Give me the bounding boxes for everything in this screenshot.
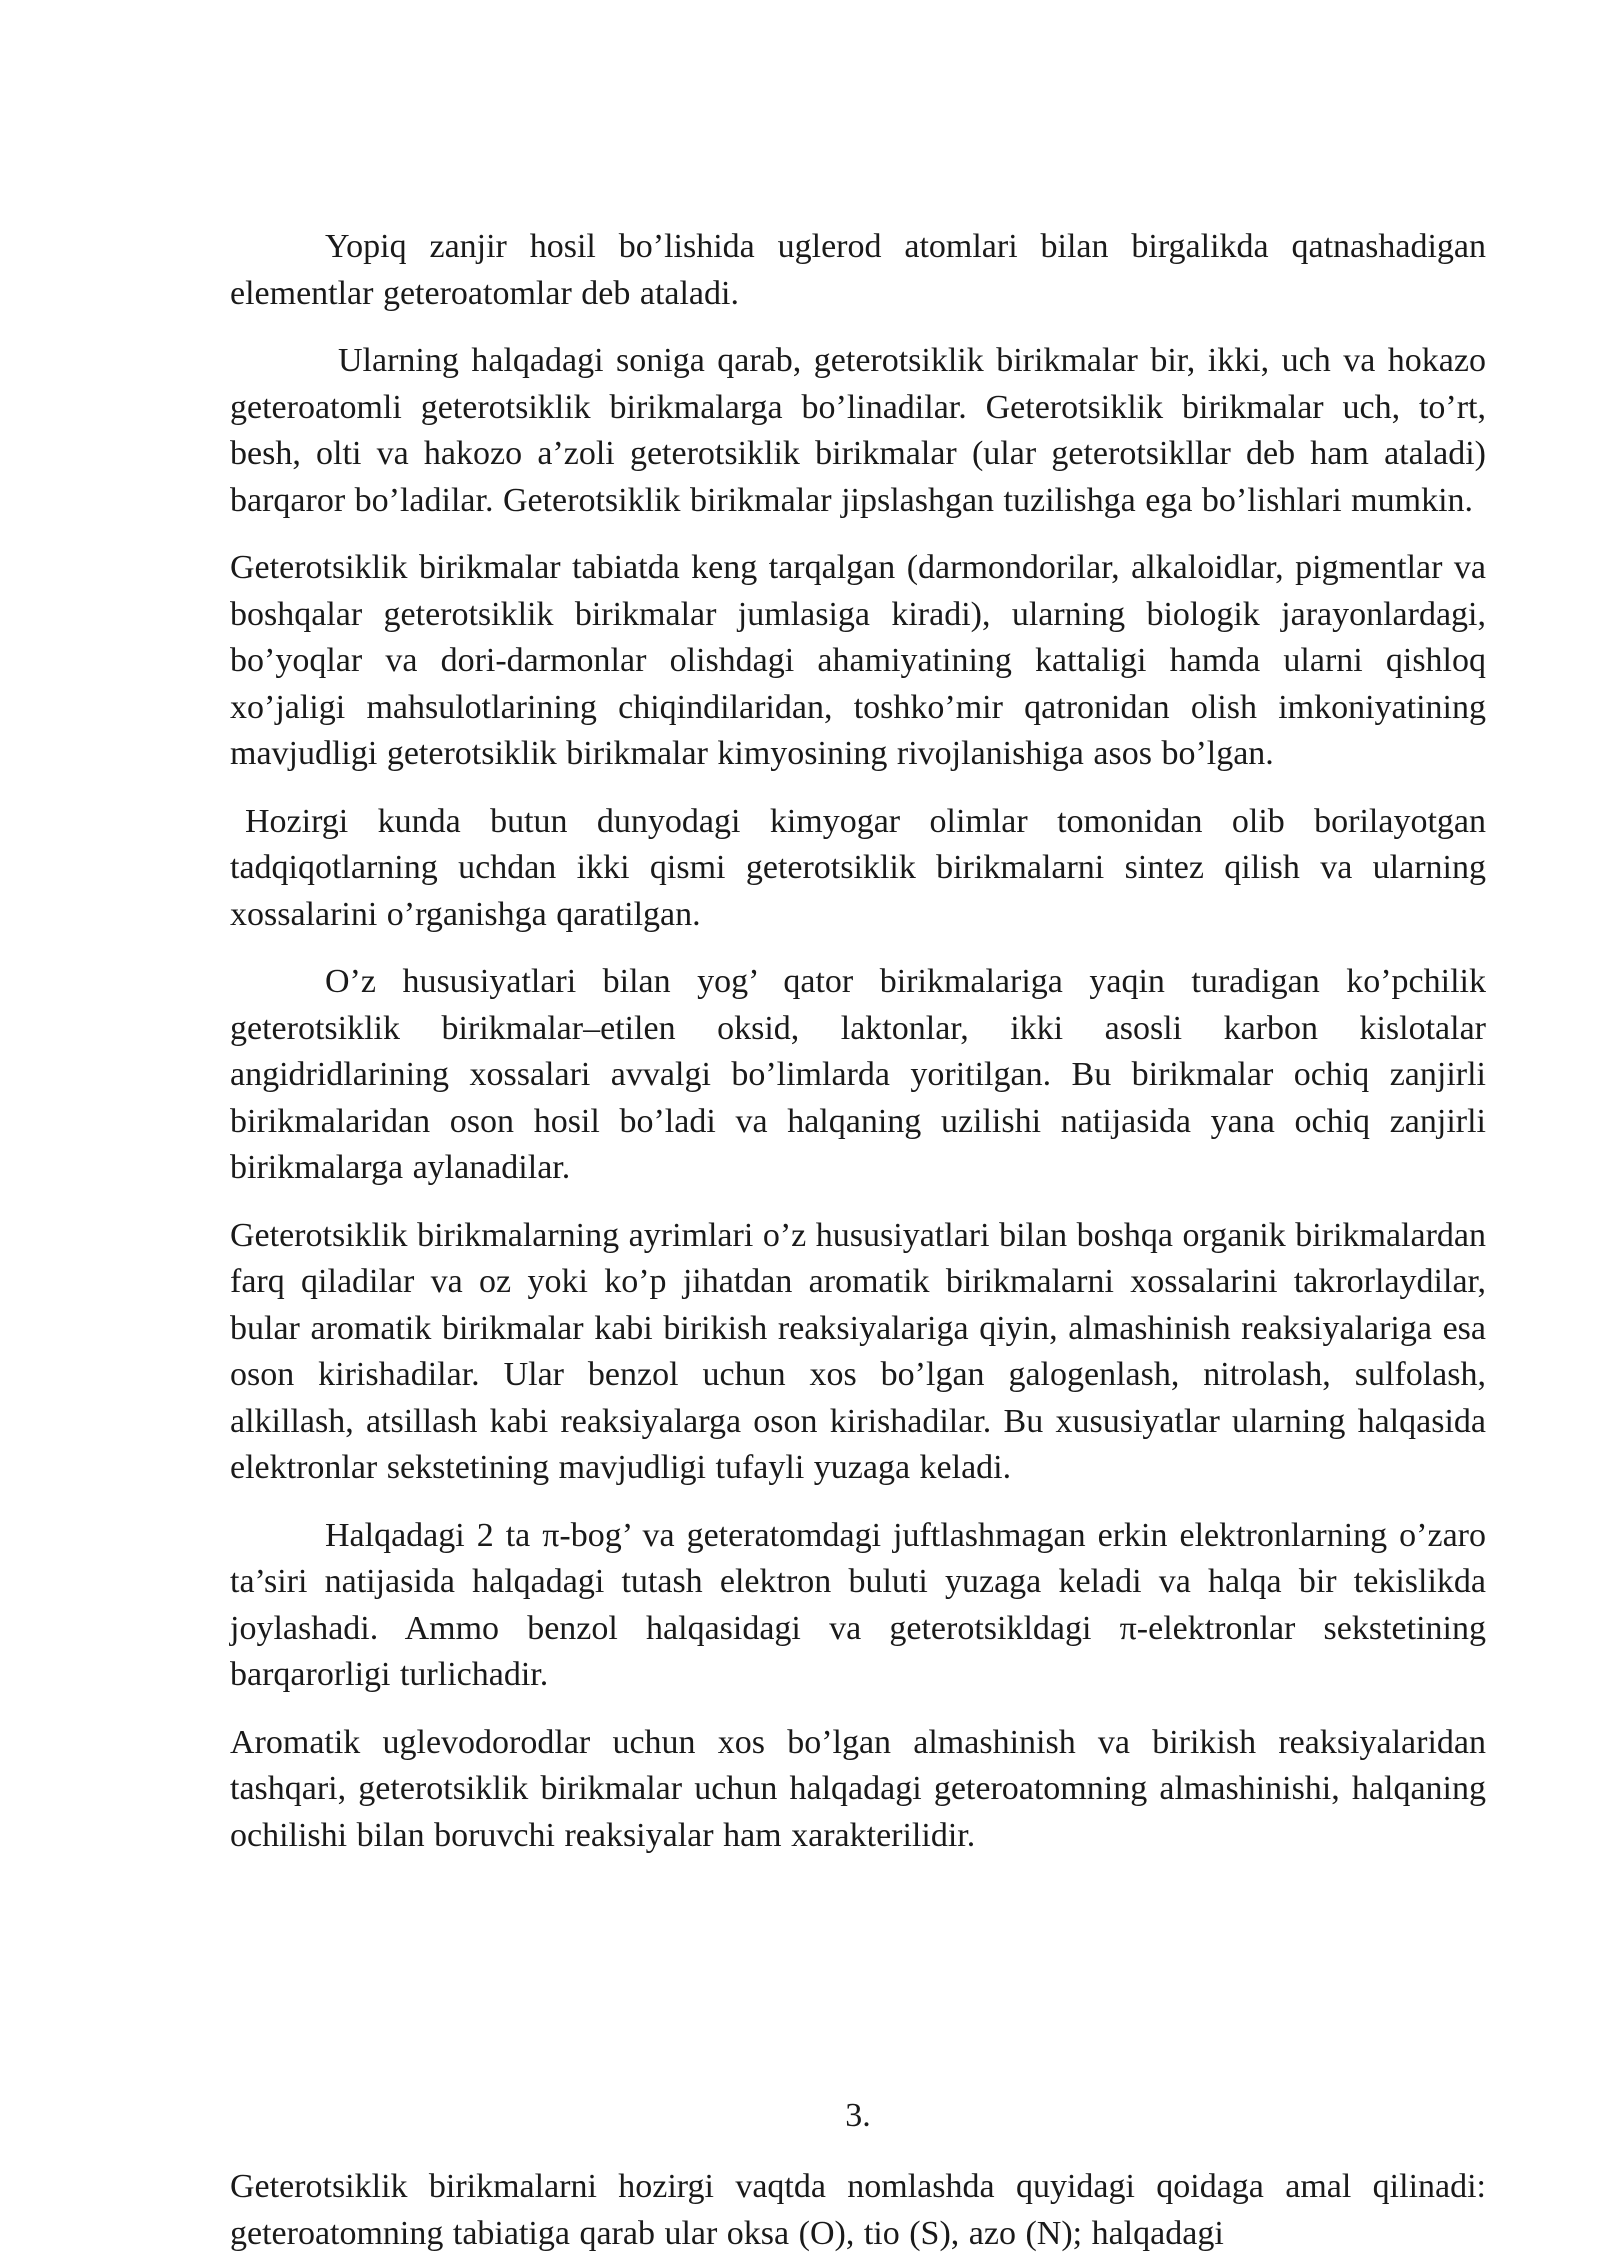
paragraph-5: O’z hususiyatlari bilan yog’ qator birikmalariga yaqin turadigan ko’pchilik geterotsiklik birikmalar–etilen oksid, laktonlar, ikki asosli karbon kislotalar angidridlarining xossalari avvalgi bo’limlarda yoritilgan. Bu birikmalar ochiq zanjirli birikmalaridan oson hosil bo’ladi va halqaning uzilishi natijasida yana ochiq zanjirli birikmalarga aylanadilar. [230, 963, 1486, 1186]
paragraph-3: Geterotsiklik birikmalar tabiatda keng tarqalgan (darmondorilar, alkaloidlar, pigmentlar va boshqalar geterotsiklik birikmalar jumlasiga kiradi), ularning biologik jarayonlardagi, bo’yoqlar va dori-darmonlar olishdagi ahamiyatining kattaligi hamda ularni qishloq xo’jaligi mahsulotlarining chiqindilaridan, toshko’mir qatronidan olish imkoniyatining mavjudligi geterotsiklik birikmalar kimyosining rivojlanishiga asos bo’lgan. [230, 549, 1486, 772]
paragraph-7: Halqadagi 2 ta π-bog’ va geteratomdagi juftlashmagan erkin elektronlarning o’zaro ta’siri natijasida halqadagi tutash elektron buluti yuzaga keladi va halqa bir tekislikda joylashadi. Ammo benzol halqasidagi va geterotsikldagi π-elektronlar sekstetining barqarorligi turlichadir. [230, 1516, 1486, 1693]
paragraph-1: Yopiq zanjir hosil bo’lishida uglerod atomlari bilan birgalikda qatnashadigan elementlar geteroatomlar deb ataladi. [230, 228, 1486, 312]
final-paragraph: Geterotsiklik birikmalarni hozirgi vaqtda nomlashda quyidagi qoidaga amal qilinadi: geteroatomning tabiatiga qarab ular oksa (O), tio (S), azo (N); halqadagi [230, 2168, 1486, 2252]
paragraph-8: Aromatik uglevodorodlar uchun xos bo’lgan almashinish va birikish reaksiyalaridan tashqari, geterotsiklik birikmalar uchun halqadagi geteroatomning almashinishi, halqaning ochilishi bilan boruvchi reaksiyalar ham xarakterilidir. [230, 1723, 1486, 1854]
section-number: 3. [845, 2097, 871, 2134]
paragraph-2: Ularning halqadagi soniga qarab, geterotsiklik birikmalar bir, ikki, uch va hokazo geteroatomli geterotsiklik birikmalarga bo’linadilar. Geterotsiklik birikmalar uch, to’rt, besh, olti va hakozo a’zoli geterotsiklik birikmalar (ular geterotsikllar deb ham ataladi) barqaror bo’ladilar. Geterotsiklik birikmalar jipslashgan tuzilishga ega bo’lishlari mumkin. [230, 342, 1486, 519]
paragraph-6: Geterotsiklik birikmalarning ayrimlari o’z hususiyatlari bilan boshqa organik birikmalardan farq qiladilar va oz yoki ko’p jihatdan aromatik birikmalarni xossalarini takrorlaydilar, bular aromatik birikmalar kabi birikish reaksiyalariga qiyin, almashinish reaksiyalariga esa oson kirishadilar. Ular benzol uchun xos bo’lgan galogenlash, nitrolash, sulfolash, alkillash, atsillash kabi reaksiyalarga oson kirishadilar. Bu xususiyatlar ularning halqasida elektronlar sekstetining mavjudligi tufayli yuzaga keladi. [230, 1216, 1486, 1486]
paragraph-4: Hozirgi kunda butun dunyodagi kimyogar olimlar tomonidan olib borilayotgan tadqiqotlarning uchdan ikki qismi geterotsiklik birikmalarni sintez qilish va ularning xossalarini o’rganishga qaratilgan. [230, 802, 1486, 933]
page-footer-area [230, 0, 1486, 2262]
